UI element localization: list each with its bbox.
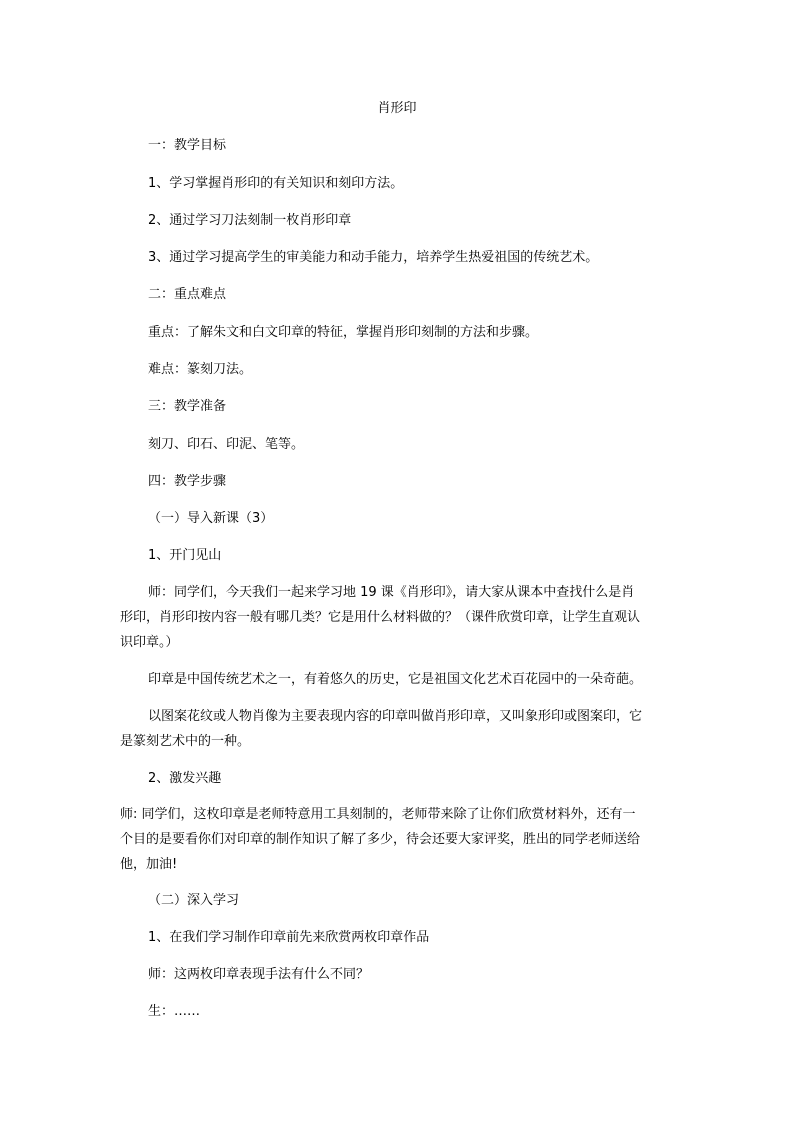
step-appreciate-works: 1、在我们学习制作印章前先来欣赏两枚印章作品 [148,930,430,945]
section-heading-preparation: 三：教学准备 [148,399,227,414]
paragraph-teacher-1-line-3: 识印章。） [120,635,179,650]
objective-3: 3、通过学习提高学生的审美能力和动手能力，培养学生热爱祖国的传统艺术。 [148,250,599,265]
section-heading-objectives: 一：教学目标 [148,138,227,153]
paragraph-teacher-1-line-1: 师：同学们，今天我们一起来学习地 19 课《肖形印》，请大家从课本中查找什么是肖 [148,585,635,600]
step-stimulate-interest: 2、激发兴趣 [148,771,222,786]
section-heading-steps: 四：教学步骤 [148,474,227,489]
step-direct-approach: 1、开门见山 [148,548,222,563]
paragraph-seal-definition-line-2: 是篆刻艺术中的一种。 [120,734,251,749]
key-point: 重点：了解朱文和白文印章的特征，掌握肖形印刻制的方法和步骤。 [148,325,539,340]
student-answer: 生：…… [148,1004,201,1019]
subsection-deep-learning: （二）深入学习 [148,893,240,908]
section-heading-key-points: 二：重点难点 [148,287,227,302]
document-title: 肖形印 [377,101,417,116]
paragraph-teacher-2-line-1: 师: 同学们，这枚印章是老师特意用工具刻制的，老师带来除了让你们欣赏材料外，还有一 [120,807,636,822]
paragraph-teacher-2-line-2: 个目的是要看你们对印章的制作知识了解了多少，待会还要大家评奖，胜出的同学老师送给 [120,832,641,847]
difficult-point: 难点：篆刻刀法。 [148,362,253,377]
preparation-items: 刻刀、印石、印泥、笔等。 [148,437,305,452]
objective-1: 1、学习掌握肖形印的有关知识和刻印方法。 [148,176,404,191]
paragraph-seal-definition-line-1: 以图案花纹或人物肖像为主要表现内容的印章叫做肖形印章，又叫象形印或图案印，它 [148,709,643,724]
teacher-question: 师：这两枚印章表现手法有什么不同？ [148,967,370,982]
objective-2: 2、通过学习刀法刻制一枚肖形印章 [148,213,352,228]
paragraph-teacher-1-line-2: 形印，肖形印按内容一般有哪几类？它是用什么材料做的？（课件欣赏印章，让学生直观认 [120,610,641,625]
subsection-intro: （一）导入新课（3） [148,511,274,526]
paragraph-teacher-2-line-3: 他，加油! [120,857,178,872]
paragraph-seal-history: 印章是中国传统艺术之一，有着悠久的历史，它是祖国文化艺术百花园中的一朵奇葩。 [148,672,643,687]
